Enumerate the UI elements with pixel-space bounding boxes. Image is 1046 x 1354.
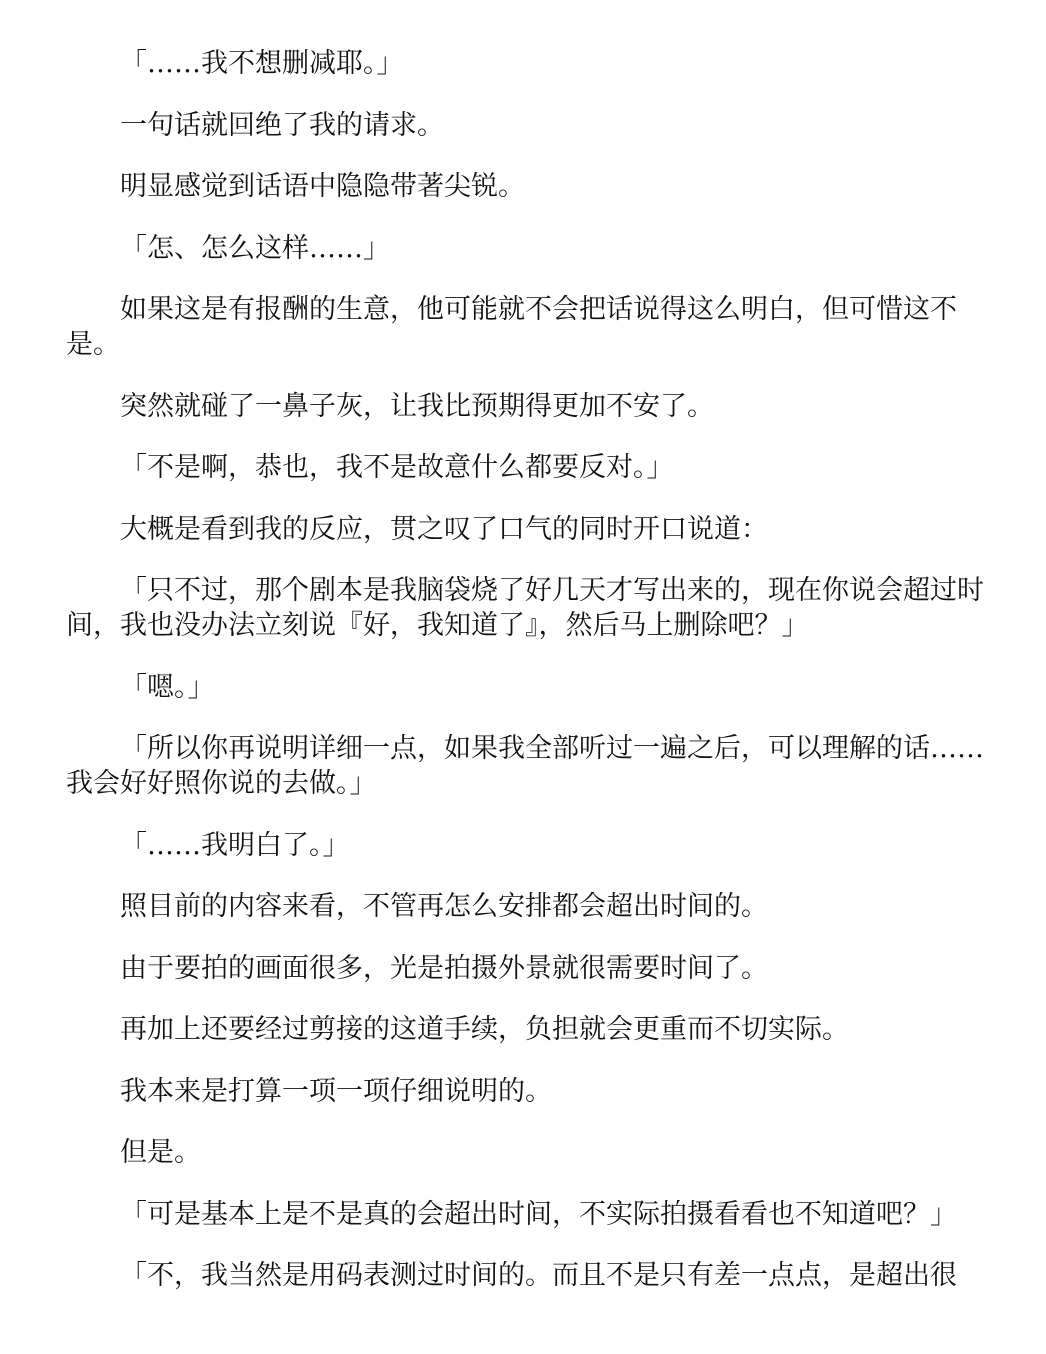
paragraph: 「……我不想删减耶。」 bbox=[120, 48, 404, 79]
paragraph: 我本来是打算一项一项仔细说明的。 bbox=[120, 1075, 552, 1107]
paragraph: 明显感觉到话语中隐隐带著尖锐。 bbox=[120, 171, 525, 202]
paragraph: 「只不过，那个剧本是我脑袋烧了好几天才写出来的，现在你说会超过时间，我也没办法立刻说『好，我知道了』，然后马上删除吧？」 bbox=[66, 575, 984, 641]
paragraph: 再加上还要经过剪接的这道手续，负担就会更重而不切实际。 bbox=[120, 1014, 849, 1045]
paragraph: 大概是看到我的反应，贯之叹了口气的同时开口说道： bbox=[120, 513, 768, 545]
paragraph: 「不，我当然是用码表测过时间的。而且不是只有差一点点，是超出很 bbox=[120, 1260, 957, 1291]
paragraph: 如果这是有报酬的生意，他可能就不会把话说得这么明白，但可惜这不是。 bbox=[66, 294, 957, 360]
paragraph: 突然就碰了一鼻子灰，让我比预期得更加不安了。 bbox=[120, 390, 714, 422]
paragraph: 「可是基本上是不是真的会超出时间，不实际拍摄看看也不知道吧？」 bbox=[120, 1198, 957, 1230]
paragraph: 由于要拍的画面很多，光是拍摄外景就很需要时间了。 bbox=[120, 952, 768, 984]
paragraph: 但是。 bbox=[120, 1137, 201, 1168]
paragraph: 一句话就回绝了我的请求。 bbox=[120, 109, 444, 141]
paragraph: 「所以你再说明详细一点，如果我全部听过一遍之后，可以理解的话……我会好好照你说的去做。」 bbox=[66, 733, 984, 799]
text-body bbox=[66, 46, 986, 1320]
paragraph: 「不是啊，恭也，我不是故意什么都要反对。」 bbox=[120, 452, 674, 483]
paragraph: 「……我明白了。」 bbox=[120, 829, 350, 861]
paragraph: 照目前的内容来看，不管再怎么安排都会超出时间的。 bbox=[120, 891, 768, 922]
paragraph: 「嗯。」 bbox=[120, 671, 215, 703]
paragraph: 「怎、怎么这样……」 bbox=[120, 232, 390, 264]
